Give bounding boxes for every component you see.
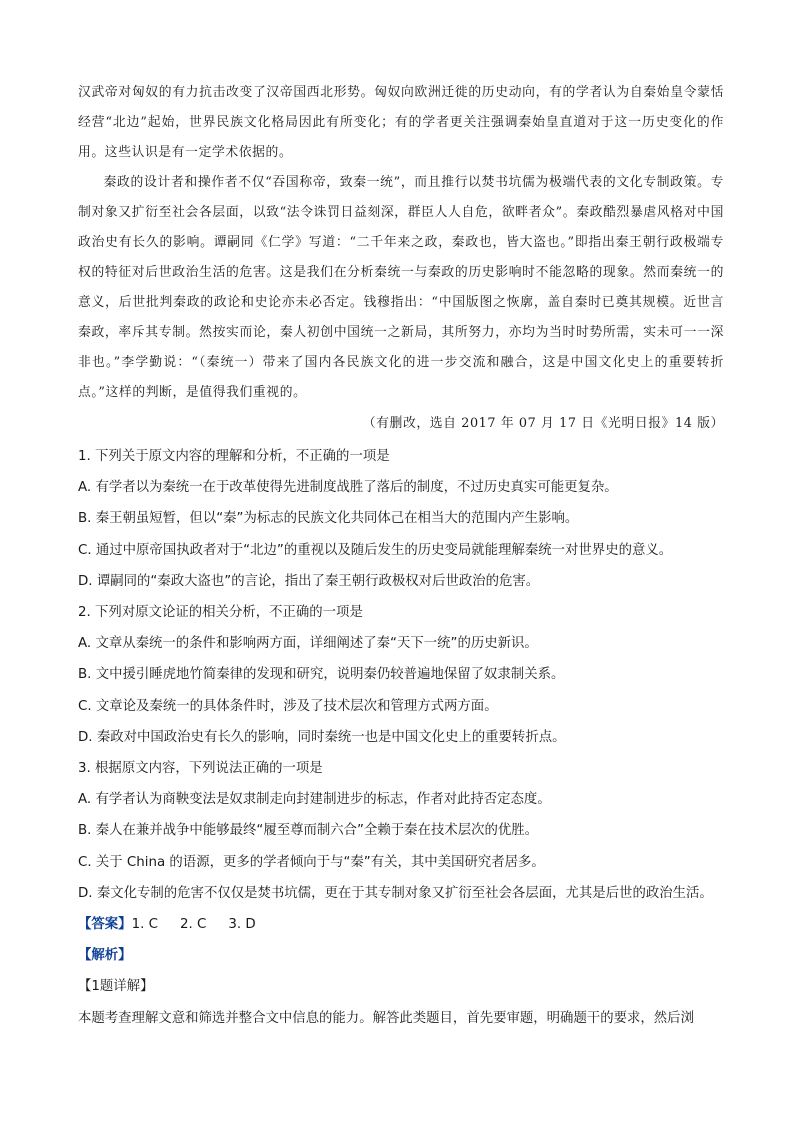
question-1 <box>78 441 724 597</box>
answer-row <box>78 909 724 940</box>
answer-item: 3. D <box>228 917 256 933</box>
question-option: C. 通过中原帝国执政者对于“北边”的重视以及随后发生的历史变局就能理解秦统一对世界史的意义。 <box>78 542 673 558</box>
article-text <box>78 78 724 439</box>
question-option: D. 秦政对中国政治史有长久的影响，同时秦统一也是中国文化史上的重要转折点。 <box>78 729 566 745</box>
analysis-section <box>78 940 724 1034</box>
question-option: A. 有学者认为商鞅变法是奴隶制走向封建制进步的标志，作者对此持否定态度。 <box>78 792 551 808</box>
analysis-label: 【解析】 <box>78 948 132 964</box>
question-option: B. 秦王朝虽短暂，但以“秦”为标志的民族文化共同体己在相当大的范围内产生影响。 <box>78 511 579 527</box>
question-stem: 2. 下列对原文论证的相关分析，不正确的一项是 <box>78 605 363 621</box>
article-paragraph-1: 汉武帝对匈奴的有力抗击改变了汉帝国西北形势。匈奴向欧洲迁徙的历史动向，有的学者认为自秦始皇令蒙恬经营“北边”起始，世界民族文化格局因此有所变化；有的学者更关注强调秦始皇直道对于这一历史变化的作用。这些认识是有一定学术依据的。 <box>78 85 724 160</box>
answer-label: 【答案】 <box>78 917 132 933</box>
question-2 <box>78 597 724 753</box>
analysis-sub-label: 【1题详解】 <box>78 979 154 995</box>
question-3 <box>78 753 724 909</box>
analysis-text: 本题考查理解文意和筛选并整合文中信息的能力。解答此类题目，首先要审题，明确题干的要求，然后浏 <box>78 1010 694 1026</box>
question-option: C. 文章论及秦统一的具体条件时，涉及了技术层次和管理方式两方面。 <box>78 698 498 714</box>
question-option: B. 秦人在兼并战争中能够最终“履至尊而制六合”全赖于秦在技术层次的优胜。 <box>78 823 539 839</box>
question-option: D. 秦文化专制的危害不仅仅是焚书坑儒，更在于其专制对象又扩衍至社会各层面，尤其是后世的政治生活。 <box>78 885 713 901</box>
document-page <box>78 78 724 1034</box>
article-source: （有删改，选自 2017 年 07 月 17 日《光明日报》14 版） <box>362 416 724 431</box>
question-option: B. 文中援引睡虎地竹简秦律的发现和研究，说明秦仍较普遍地保留了奴隶制关系。 <box>78 667 565 683</box>
question-stem: 3. 根据原文内容，下列说法正确的一项是 <box>78 761 323 777</box>
answer-item: 2. C <box>179 917 207 933</box>
questions-section <box>78 441 724 909</box>
answer-item: 1. C <box>131 917 158 933</box>
question-stem: 1. 下列关于原文内容的理解和分析，不正确的一项是 <box>78 449 390 464</box>
question-option: A. 有学者以为秦统一在于改革使得先进制度战胜了落后的制度，不过历史真实可能更复杂。 <box>78 480 618 496</box>
question-option: C. 关于 China 的语源，更多的学者倾向于与“秦”有关，其中美国研究者居多。 <box>78 854 545 870</box>
question-option: A. 文章从秦统一的条件和影响两方面，详细阐述了秦“天下一统”的历史新识。 <box>78 636 538 652</box>
question-option: D. 谭嗣同的“秦政大盗也”的言论，指出了秦王朝行政极权对后世政治的危害。 <box>78 573 540 589</box>
article-paragraph-2: 秦政的设计者和操作者不仅“吞国称帝，致秦一统”，而且推行以焚书坑儒为极端代表的文化专制政策。专制对象又扩衍至社会各层面，以致“法令诛罚日益刻深，群臣人人自危，欲畔者众”。秦政酷烈暴虐风格对中国政治史有长久的影响。谭嗣同《仁学》写道：“二千年来之政，秦政也，皆大盗也。”即指出秦王朝行政极端专权的特征对后世政治生活的危害。这是我们在分析秦统一与秦政的历史影响时不能忽略的现象。然而秦统一的意义，后世批判秦政的政论和史论亦未必否定。钱穆指出：“中国版图之恢廓，盖自秦时已奠其规模。近世言秦政，率斥其专制。然按实而论，秦人初创中国统一之新局，其所努力，亦均为当时时势所需，实未可一一深非也。”李学勤说：“（秦统一）带来了国内各民族文化的进一步交流和融合，这是中国文化史上的重要转折点。”这样的判断，是值得我们重视的。 <box>78 175 724 400</box>
